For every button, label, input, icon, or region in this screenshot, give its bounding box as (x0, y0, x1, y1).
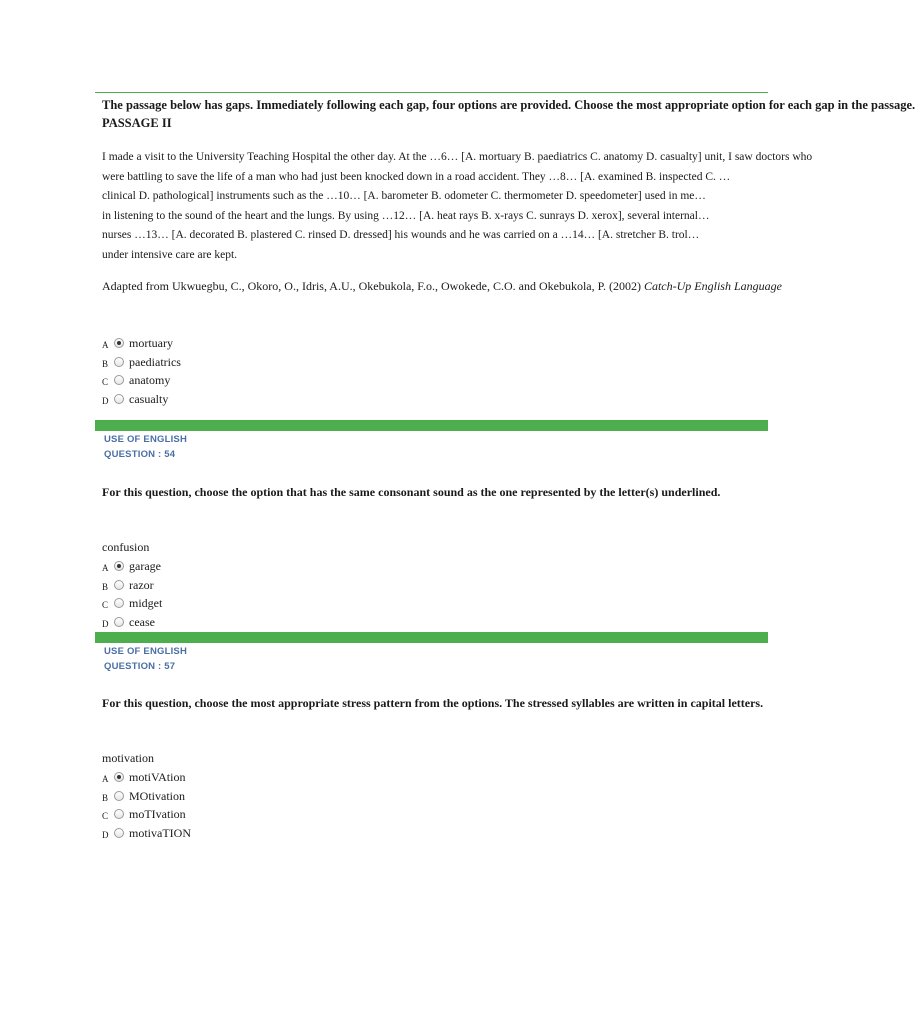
radio-button[interactable] (114, 580, 124, 590)
radio-button[interactable] (114, 809, 124, 819)
passage-instruction (102, 96, 915, 132)
radio-button[interactable] (114, 357, 124, 367)
option-letter: B (102, 358, 109, 369)
option-letter: C (102, 811, 109, 821)
option-letter: C (102, 377, 109, 387)
passage-heading: PASSAGE II (102, 116, 172, 130)
question-stem: motivation (102, 751, 154, 765)
radio-button-selected[interactable] (114, 561, 124, 571)
passage-line: clinical D. pathological] instruments such as the …10… [A. barometer B. odometer C. thermometer D. speedometer] used in me… (102, 190, 706, 202)
radio-button-selected[interactable] (114, 772, 124, 782)
question-instruction: For this question, choose the most appropriate stress pattern from the options. The stressed syllables are written in capital letters. (102, 696, 764, 710)
option-label: motivaTION (129, 825, 191, 840)
passage-instruction-text: The passage below has gaps. Immediately following each gap, four options are provided. Choose the most appropriate option for each gap in the passage. (102, 98, 915, 112)
option-letter: D (102, 618, 109, 629)
option-letter: B (102, 581, 109, 592)
radio-button[interactable] (114, 375, 124, 385)
passage-line: in listening to the sound of the heart and the lungs. By using …12… [A. heat rays B. x-rays C. sunrays D. xerox], several internal… (102, 209, 710, 222)
option-label: cease (129, 614, 155, 629)
section-bar (95, 632, 768, 643)
option-d[interactable] (102, 824, 191, 843)
option-d[interactable] (102, 390, 181, 409)
option-letter: C (102, 600, 109, 610)
question-number: QUESTION : 57 (104, 661, 176, 672)
option-c[interactable] (102, 805, 191, 824)
subject-label: USE OF ENGLISH (104, 646, 188, 657)
passage-line: were battling to save the life of a man who had just been knocked down in a road accident. They …8… [A. examined B. inspected C. … (102, 170, 731, 183)
passage-source (102, 279, 782, 294)
option-label: moTIvation (129, 807, 186, 821)
option-label: MOtivation (129, 788, 185, 803)
radio-button[interactable] (114, 394, 124, 404)
option-d[interactable] (102, 613, 162, 632)
question-instruction: For this question, choose the option that has the same consonant sound as the one represented by the letter(s) underlined. (102, 485, 721, 499)
option-label: anatomy (129, 373, 171, 387)
option-letter: A (102, 774, 109, 784)
question-header (104, 644, 187, 674)
option-b[interactable] (102, 787, 191, 806)
option-letter: A (102, 340, 109, 350)
passage-line: I made a visit to the University Teaching Hospital the other day. At the …6… [A. mortuary B. paediatrics C. anatomy D. casualty] unit, I saw doctors who (102, 151, 813, 163)
question-header (104, 432, 187, 462)
subject-label: USE OF ENGLISH (104, 434, 188, 445)
passage-text (102, 148, 813, 265)
question-stem: confusion (102, 540, 150, 554)
passage-line: under intensive care are kept. (102, 248, 238, 261)
option-label: mortuary (129, 336, 173, 350)
q57-options (102, 768, 191, 842)
q54-options (102, 557, 162, 631)
question-number: QUESTION : 54 (104, 449, 176, 460)
radio-button-selected[interactable] (114, 338, 124, 348)
passage-options (102, 334, 181, 408)
option-letter: B (102, 792, 109, 803)
source-title: Catch-Up English Language (643, 279, 782, 293)
option-letter: D (102, 395, 109, 406)
option-a[interactable] (102, 768, 191, 787)
radio-button[interactable] (114, 617, 124, 627)
option-label: garage (129, 559, 161, 573)
passage-line: nurses …13… [A. decorated B. plastered C. rinsed D. dressed] his wounds and he was carried on a …14… [A. stretcher B. trol… (102, 229, 700, 241)
section-bar (95, 420, 768, 431)
option-label: midget (129, 596, 163, 610)
radio-button[interactable] (114, 791, 124, 801)
option-label: motiVAtion (129, 770, 186, 784)
radio-button[interactable] (114, 598, 124, 608)
radio-button[interactable] (114, 828, 124, 838)
option-label: casualty (129, 391, 169, 406)
option-letter: A (102, 563, 109, 573)
source-citation: Adapted from Ukwuegbu, C., Okoro, O., Idris, A.U., Okebukola, F.o., Owokede, C.O. and Okebukola, P. (2002) (102, 279, 644, 293)
option-label: paediatrics (129, 354, 181, 369)
top-divider (95, 92, 768, 93)
option-label: razor (129, 577, 154, 592)
option-letter: D (102, 829, 109, 840)
